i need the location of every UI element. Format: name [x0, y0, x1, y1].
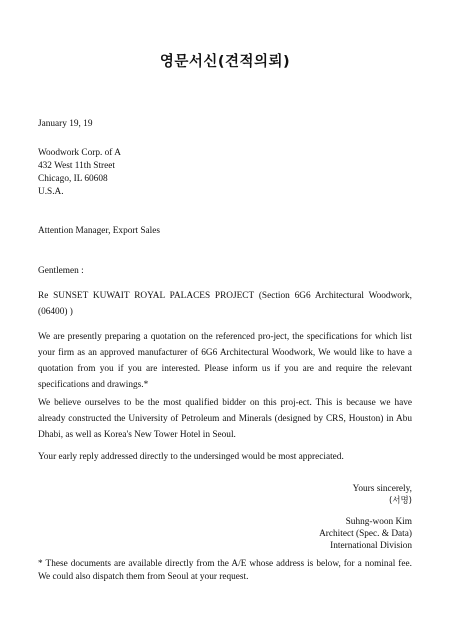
subject-line: Re SUNSET KUWAIT ROYAL PALACES PROJECT (Section 6G6 Architectural Woodwork, (06400) )	[38, 291, 412, 317]
signature-placeholder: (서명)	[388, 496, 412, 506]
attention-line: Attention Manager, Export Sales	[38, 226, 161, 236]
body-paragraph-3: Your early reply addressed directly to the undersinged would be most appreciated.	[38, 452, 344, 462]
recipient-line-2: 432 West 11th Street	[38, 161, 115, 171]
signer-name: Suhng-woon Kim	[345, 517, 412, 527]
signer-position: Architect (Spec. & Data)	[319, 529, 412, 539]
body-paragraph-1: We are presently preparing a quotation on the referenced pro-ject, the specifications for which list your firm as an approved manufacturer of 6G6 Architectural Woodwork, We would like to have a quotation from you if you are interested. Please inform us if you are and require the relevant specifications and drawings.*	[38, 332, 412, 390]
salutation: Gentlemen :	[38, 266, 84, 276]
recipient-line-4: U.S.A.	[38, 187, 64, 197]
body-paragraph-2: We believe ourselves to be the most qualified bidder on this proj-ect. This is because we have already constructed the University of Petroleum and Minerals (designed by CRS, Houston) in Abu Dhabi, as well as Korea's New Tower Hotel in Seoul.	[38, 398, 412, 440]
closing-sincerely: Yours sincerely,	[352, 484, 412, 494]
letter-date: January 19, 19	[38, 119, 93, 129]
recipient-line-1: Woodwork Corp. of A	[38, 148, 121, 158]
document-title: 영문서신(견적의뢰)	[159, 54, 291, 70]
footnote: * These documents are available directly from the A/E whose address is below, for a nominal fee. We could also dispatch them from Seoul at your request.	[38, 559, 412, 582]
signer-division: International Division	[330, 541, 412, 551]
recipient-line-3: Chicago, IL 60608	[38, 174, 108, 184]
